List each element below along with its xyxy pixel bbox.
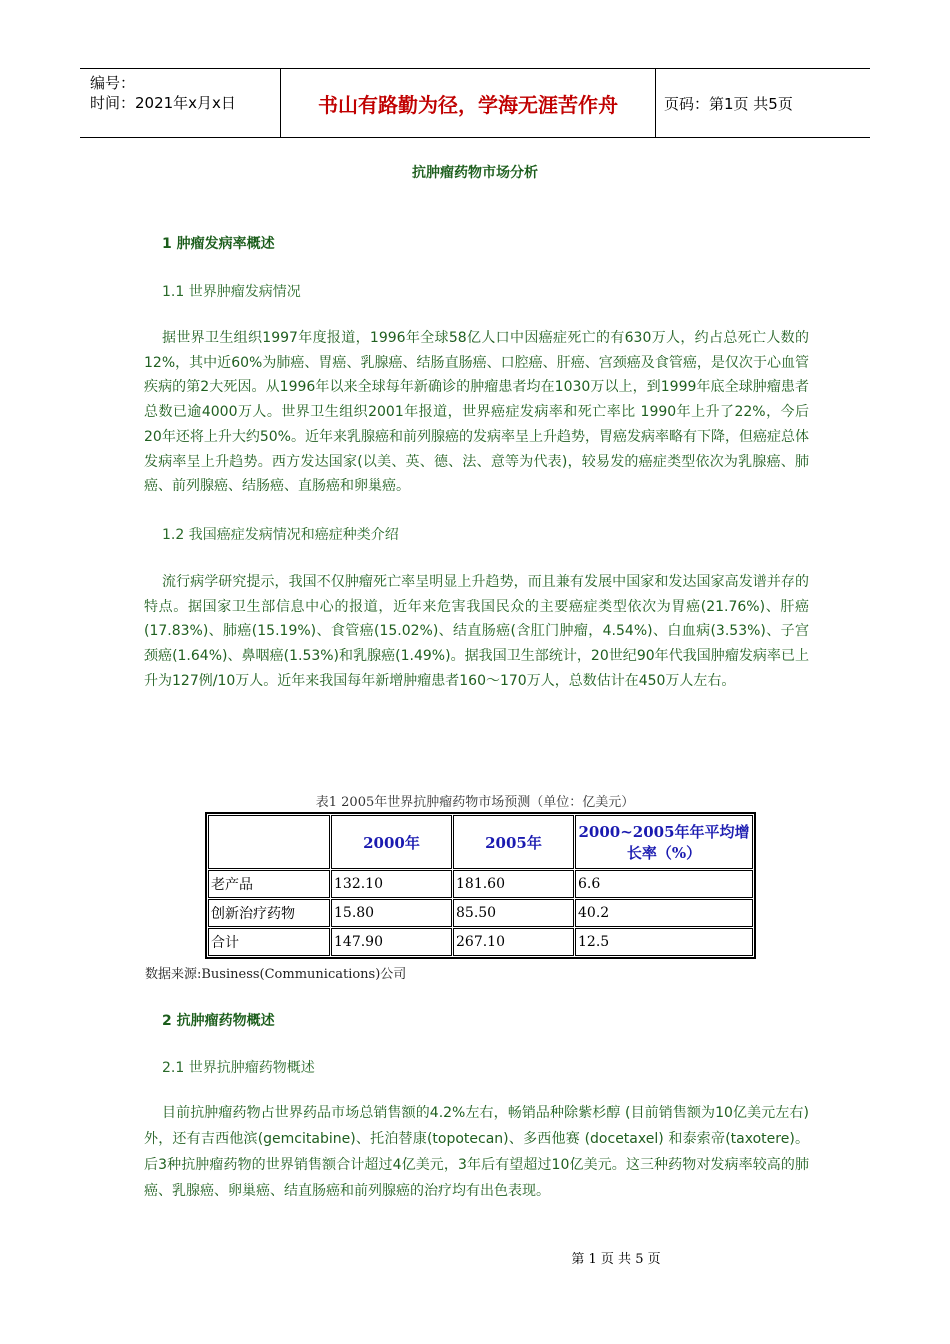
table-caption: 表1 2005年世界抗肿瘤药物市场预测（单位：亿美元） bbox=[315, 795, 635, 810]
page-header bbox=[80, 68, 870, 138]
table-header-cell: 2000年 bbox=[331, 815, 452, 869]
table-header-cell: 2005年 bbox=[453, 815, 574, 869]
section-1-2-paragraph: 流行病学研究提示，我国不仅肿瘤死亡率呈明显上升趋势，而且兼有发展中国家和发达国家高发谱并存的特点。据国家卫生部信息中心的报道，近年来危害我国民众的主要癌症类型依次为胃癌(21.76%)、肝癌(17.83%)、肺癌(15.19%)、食管癌(15.02%)、结直肠癌(含肛门肿瘤，4.54%)、白血病(3.53%)、子宫颈癌(1.64%)、鼻咽癌(1.53%)和乳腺癌(1.49%)。据我国卫生部统计，20世纪90年代我国肿瘤发病率已上升为127例/10万人。近年来我国每年新增肿瘤患者160～170万人，总数估计在450万人左右。 bbox=[144, 574, 809, 689]
table-cell: 6.6 bbox=[575, 870, 753, 898]
section-1-2-heading: 1.2 我国癌症发病情况和癌症种类介绍 bbox=[162, 527, 399, 543]
table-cell: 合计 bbox=[208, 928, 330, 956]
table-header-row bbox=[208, 815, 753, 869]
page-footer: 第 1 页 共 5 页 bbox=[571, 1252, 661, 1267]
section-2-1-paragraph: 目前抗肿瘤药物占世界药品市场总销售额的4.2%左右，畅销品种除紫杉醇 (目前销售额为10亿美元左右)外，还有吉西他滨(gemcitabine)、托泊替康(topotecan)、多西他赛 (docetaxel) 和泰索帝(taxotere)。后3种抗肿瘤药物的世界销售额合计超过4亿美元，3年后有望超过10亿美元。这三种药物对发病率较高的肺癌、乳腺癌、卵巢癌、结直肠癌和前列腺癌的治疗均有出色表现。 bbox=[144, 1105, 809, 1199]
header-page-info: 页码：第1页 共5页 bbox=[664, 95, 793, 113]
table-cell: 267.10 bbox=[453, 928, 574, 956]
table-cell: 15.80 bbox=[331, 899, 452, 927]
section-2-1-heading: 2.1 世界抗肿瘤药物概述 bbox=[162, 1060, 315, 1076]
header-meta bbox=[90, 73, 236, 113]
table-cell: 创新治疗药物 bbox=[208, 899, 330, 927]
table-cell: 12.5 bbox=[575, 928, 753, 956]
section-2-heading: 2 抗肿瘤药物概述 bbox=[162, 1013, 275, 1029]
table-row bbox=[208, 899, 753, 927]
table-cell: 85.50 bbox=[453, 899, 574, 927]
document-title: 抗肿瘤药物市场分析 bbox=[412, 165, 538, 181]
table-cell: 40.2 bbox=[575, 899, 753, 927]
header-number-label: 编号： bbox=[90, 74, 136, 92]
table-row bbox=[208, 870, 753, 898]
market-forecast-table bbox=[205, 812, 756, 959]
table-cell: 132.10 bbox=[331, 870, 452, 898]
section-1-heading: 1 肿瘤发病率概述 bbox=[162, 236, 275, 252]
header-date: 时间：2021年x月x日 bbox=[90, 94, 236, 112]
table-cell: 147.90 bbox=[331, 928, 452, 956]
section-1-1-paragraph: 据世界卫生组织1997年度报道，1996年全球58亿人口中因癌症死亡的有630万人，约占总死亡人数的12%，其中近60%为肺癌、胃癌、乳腺癌、结肠直肠癌、口腔癌、肝癌、宫颈癌及食管癌，是仅次于心血管疾病的第2大死因。从1996年以来全球每年新确诊的肿瘤患者均在1030万以上，到1999年底全球肿瘤患者总数已逾4000万人。世界卫生组织2001年报道，世界癌症发病率和死亡率比 1990年上升了22%，今后 20年还将上升大约50%。近年来乳腺癌和前列腺癌的发病率呈上升趋势，胃癌发病率略有下降，但癌症总体发病率呈上升趋势。西方发达国家(以美、英、德、法、意等为代表)，较易发的癌症类型依次为乳腺癌、肺癌、前列腺癌、结肠癌、直肠癌和卵巢癌。 bbox=[144, 330, 809, 495]
table-row bbox=[208, 928, 753, 956]
section-1-1-heading: 1.1 世界肿瘤发病情况 bbox=[162, 284, 301, 300]
header-motto: 书山有路勤为径，学海无涯苦作舟 bbox=[280, 69, 656, 137]
table-cell: 181.60 bbox=[453, 870, 574, 898]
table-header-cell bbox=[208, 815, 330, 869]
table-header-cell: 2000~2005年年平均增长率（%） bbox=[575, 815, 753, 869]
table-cell: 老产品 bbox=[208, 870, 330, 898]
table-source-note: 数据来源:Business(Communications)公司 bbox=[145, 967, 407, 982]
